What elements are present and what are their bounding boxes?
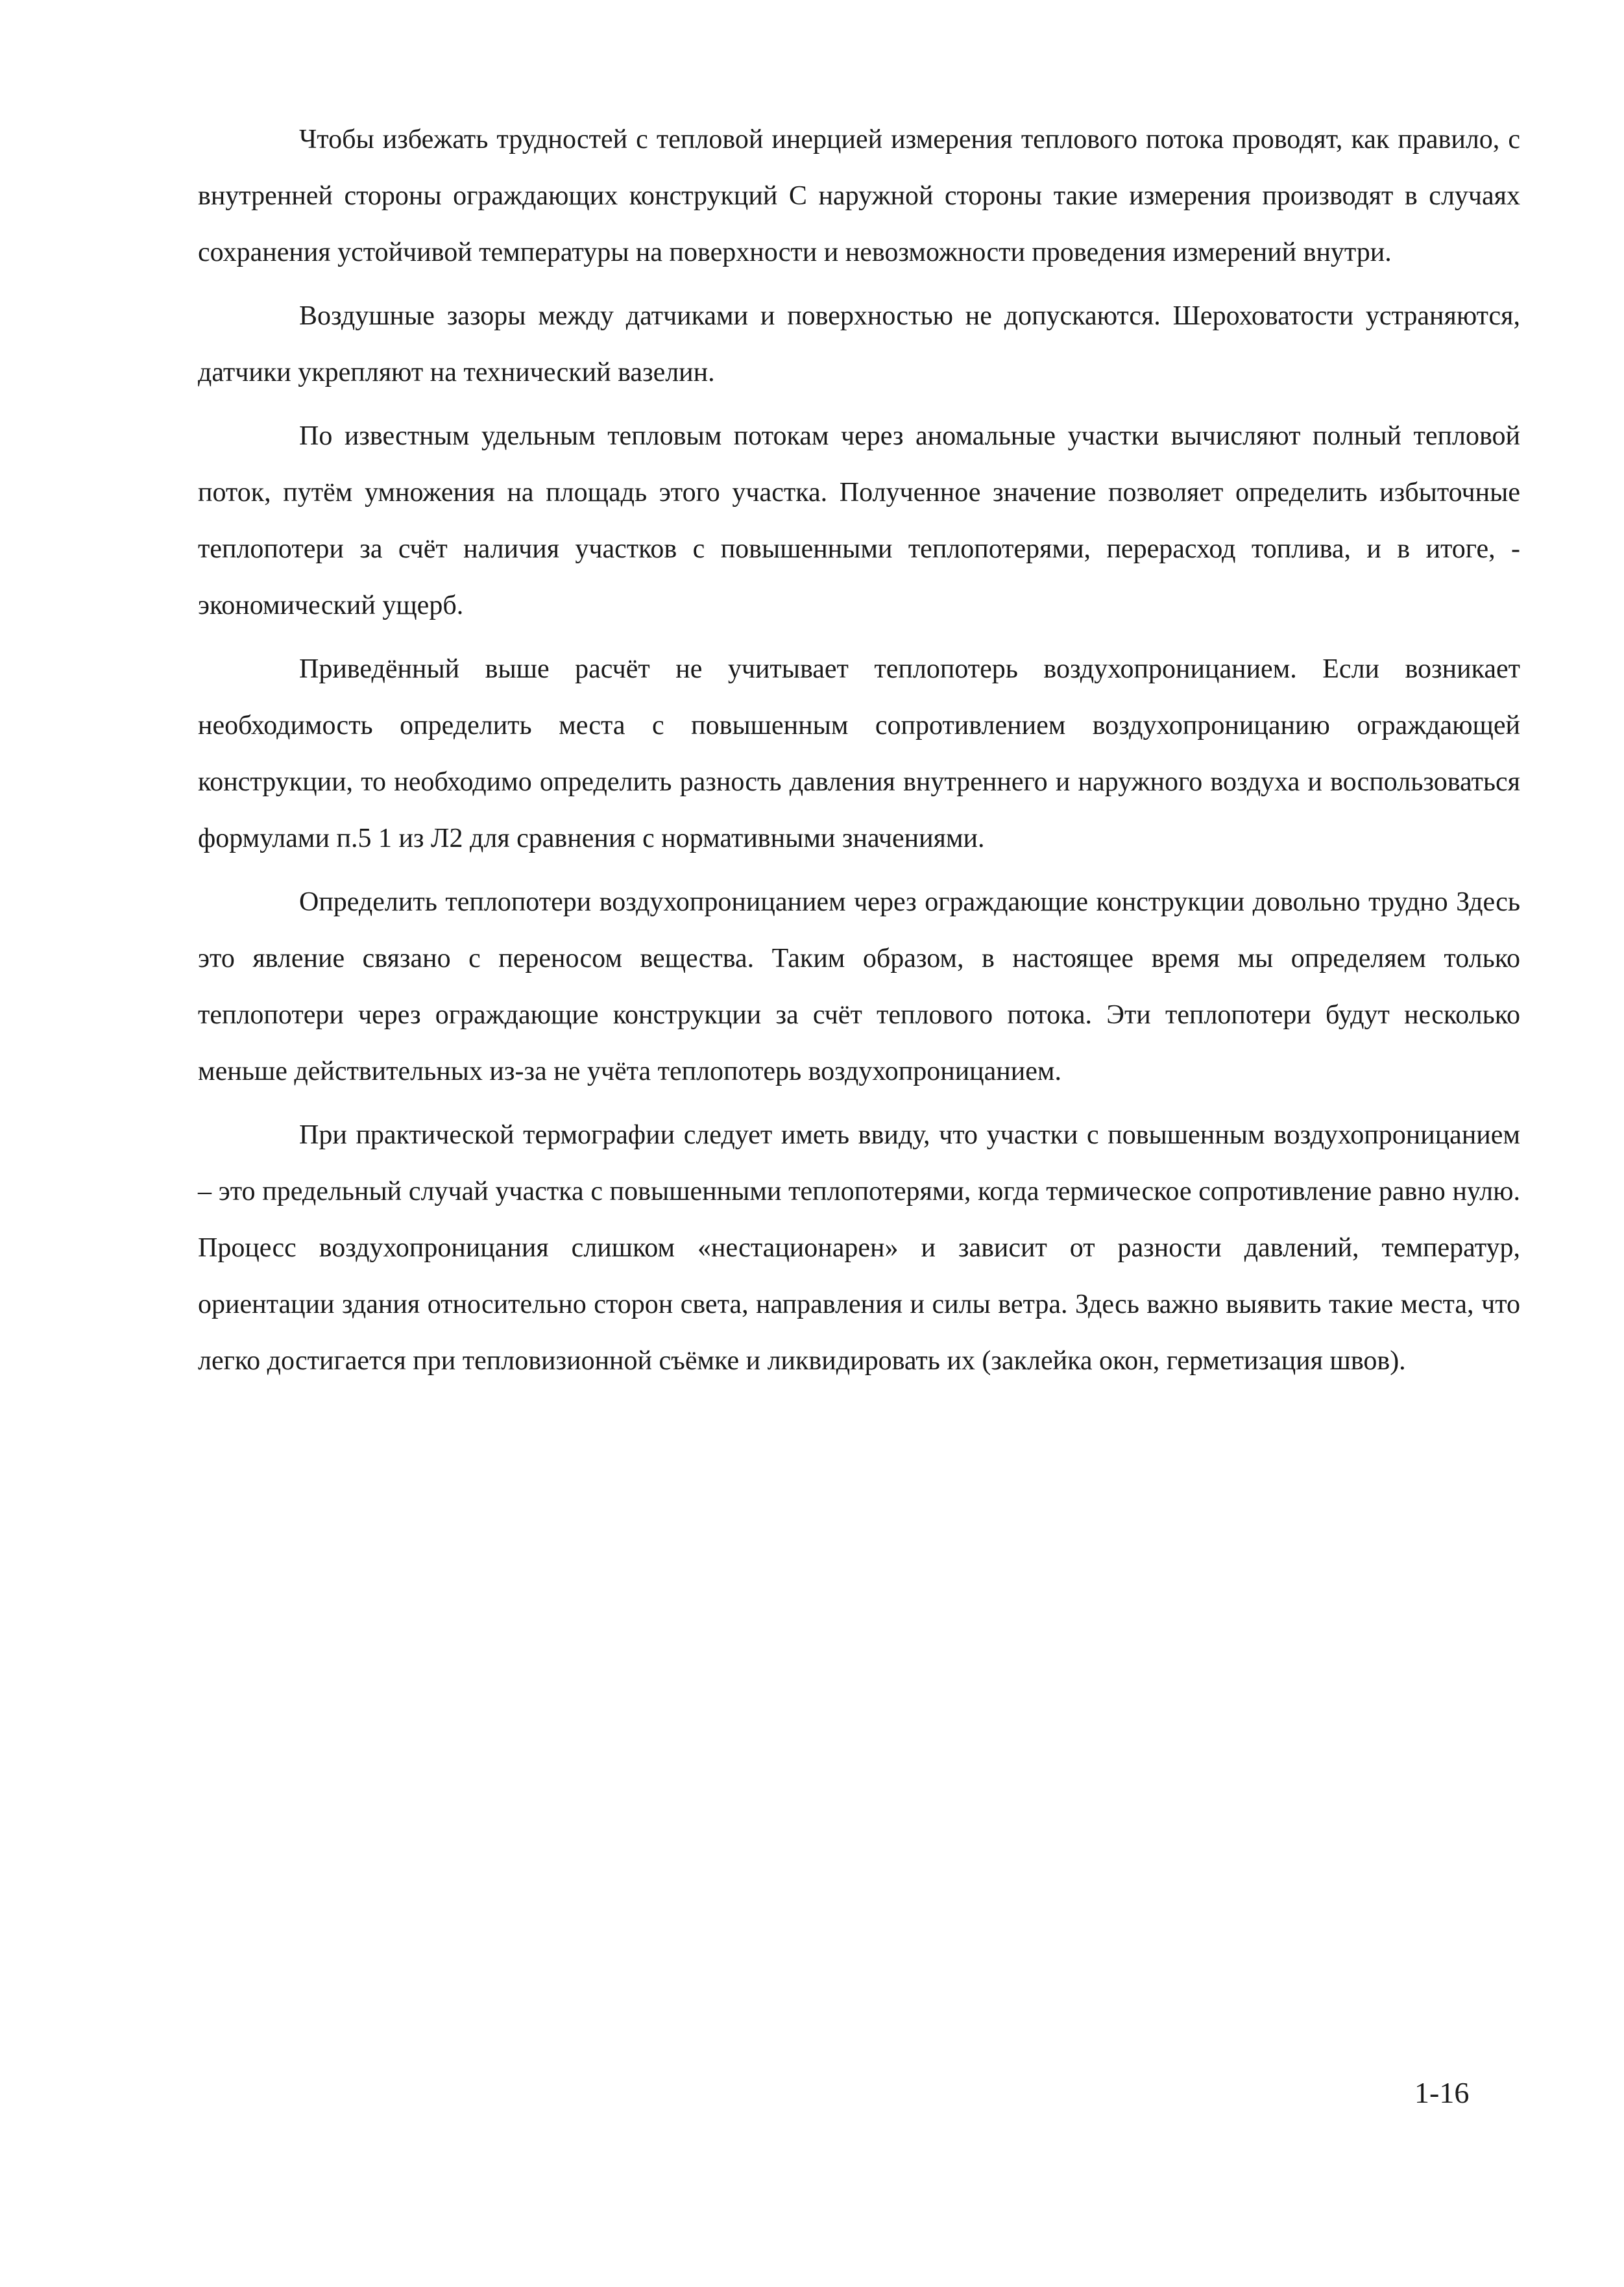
paragraph-total-heat-flow: По известным удельным тепловым потокам через аномальные участки вычисляют полный тепловой поток, путём умножения на площадь этого участка. Полученное значение позволяет определить избыточные теплопотери за счёт наличия участков с повышенными теплопотерями, перерасход топлива, и в итоге, - экономический ущерб. [198,421,1520,620]
paragraph-heat-loss-difficulty: Определить теплопотери воздухопроницанием через ограждающие конструкции довольно трудно Здесь это явление связано с переносом вещества. Таким образом, в настоящее время мы определяем только теплопотери через ограждающие конструкции за счёт теплового потока. Эти теплопотери будут несколько меньше действительных из-за не учёта теплопотерь воздухопроницанием. [198,887,1520,1086]
page-number: 1-16 [1414,2076,1470,2109]
document-body [198,112,1520,1397]
paragraph-heat-flow-measurement: Чтобы избежать трудностей с тепловой инерцией измерения теплового потока проводят, как правило, с внутренней стороны ограждающих конструкций С наружной стороны такие измерения производят в случаях сохранения устойчивой температуры на поверхности и невозможности проведения измерений внутри. [198,125,1520,267]
paragraph-practical-thermography: При практической термографии следует иметь ввиду, что участки с повышенным воздухопроницанием – это предельный случай участка с повышенными теплопотерями, когда термическое сопротивление равно нулю. Процесс воздухопроницания слишком «нестационарен» и зависит от разности давлений, температур, ориентации здания относительно сторон света, направления и силы ветра. Здесь важно выявить такие места, что легко достигается при тепловизионной съёмке и ликвидировать их (заклейка окон, герметизация швов). [198,1120,1520,1376]
paragraph-air-permeability-calculation: Приведённый выше расчёт не учитывает теплопотерь воздухопроницанием. Если возникает необходимость определить места с повышенным сопротивлением воздухопроницанию ограждающей конструкции, то необходимо определить разность давления внутреннего и наружного воздуха и воспользоваться формулами п.5 1 из Л2 для сравнения с нормативными значениями. [198,654,1520,853]
paragraph-air-gaps: Воздушные зазоры между датчиками и поверхностью не допускаются. Шероховатости устраняются, датчики укрепляют на технический вазелин. [198,301,1520,387]
